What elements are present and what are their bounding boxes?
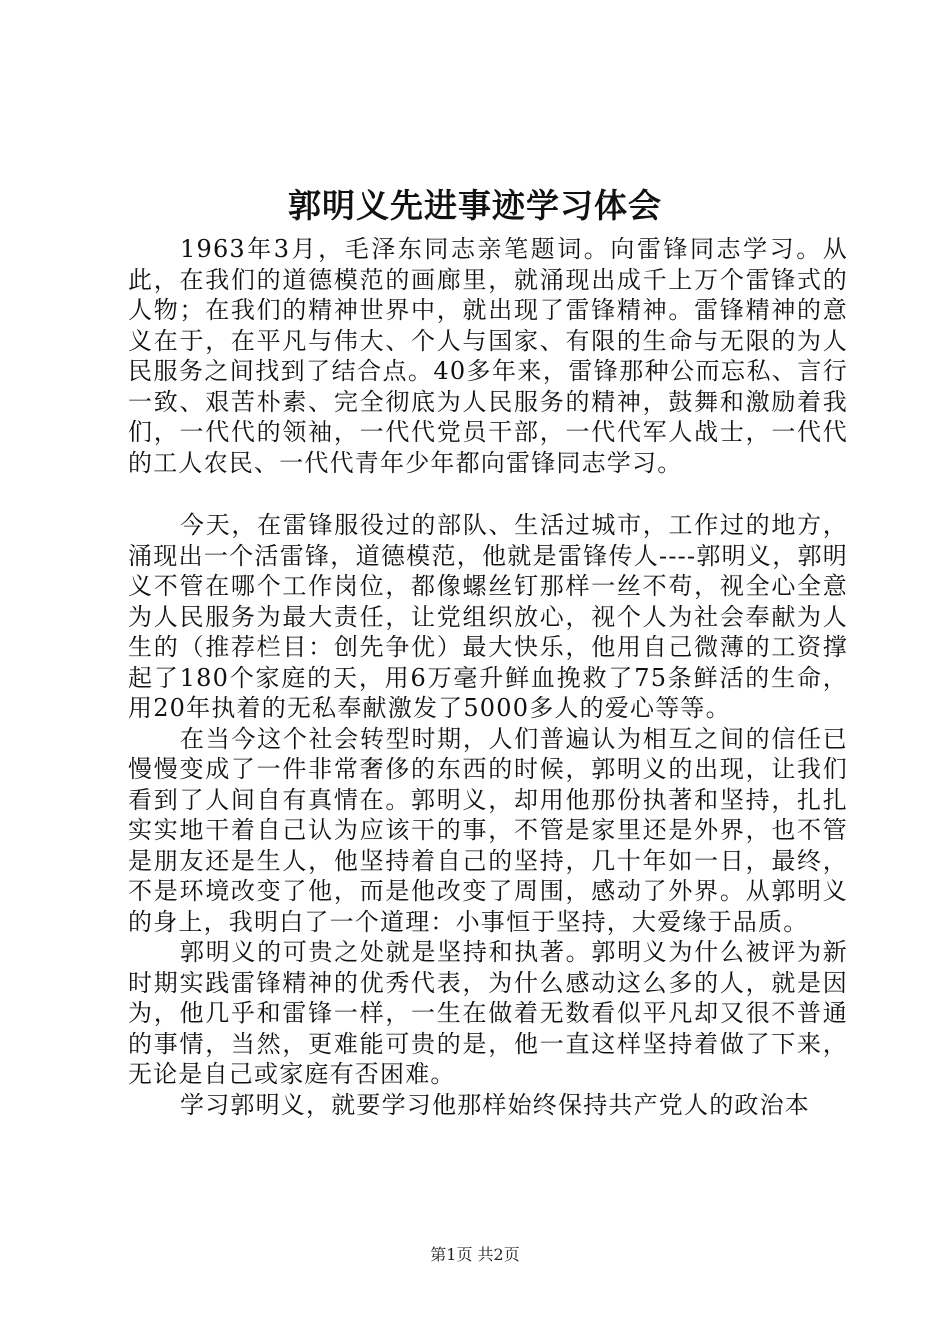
paragraph-3: 在当今这个社会转型时期，人们普遍认为相互之间的信任已慢慢变成了一件非常奢侈的东西的时候，郭明义的出现，让我们看到了人间自有真情在。郭明义，却用他那份执著和坚持，扎扎实实地干着自己认为应该干的事，不管是家里还是外界，也不管是朋友还是生人，他坚持着自己的坚持，几十年如一日，最终，不是环境改变了他，而是他改变了周围，感动了外界。从郭明义的身上，我明白了一个道理：小事恒于坚持，大爱缘于品质。 [128, 724, 848, 936]
paragraph-4: 郭明义的可贵之处就是坚持和执著。郭明义为什么被评为新时期实践雷锋精神的优秀代表，为什么感动这么多的人，就是因为，他几乎和雷锋一样，一生在做着无数看似平凡却又很不普通的事情，当然，更难能可贵的是，他一直这样坚持着做了下来，无论是自己或家庭有否困难。 [128, 938, 848, 1088]
paragraph-1: 1963年3月，毛泽东同志亲笔题词。向雷锋同志学习。从此，在我们的道德模范的画廊里，就涌现出成千上万个雷锋式的人物；在我们的精神世界中，就出现了雷锋精神。雷锋精神的意义在于，在平凡与伟大、个人与国家、有限的生命与无限的为人民服务之间找到了结合点。40多年来，雷锋那种公而忘私、言行一致、艰苦朴素、完全彻底为人民服务的精神，鼓舞和激励着我们，一代代的领袖，一代代党员干部，一代代军人战士，一代代的工人农民、一代代青年少年都向雷锋同志学习。 [128, 235, 848, 477]
paragraph-spacer [128, 478, 848, 510]
document-title: 郭明义先进事迹学习体会 [288, 186, 662, 225]
paragraph-5: 学习郭明义，就要学习他那样始终保持共产党人的政治本 [180, 1090, 810, 1119]
page-number-footer: 第1页 共2页 [430, 1245, 520, 1264]
document-body [128, 234, 848, 1120]
paragraph-2: 今天，在雷锋服役过的部队、生活过城市，工作过的地方，涌现出一个活雷锋，道德模范，他就是雷锋传人----郭明义，郭明义不管在哪个工作岗位，都像螺丝钉那样一丝不苟，视全心全意为人民服务为最大责任，让党组织放心，视个人为社会奉献为人生的（推荐栏目：创先争优）最大快乐，他用自己微薄的工资撑起了180个家庭的天，用6万毫升鲜血挽救了75条鲜活的生命，用20年执着的无私奉献激发了5000多人的爱心等等。 [128, 511, 848, 722]
